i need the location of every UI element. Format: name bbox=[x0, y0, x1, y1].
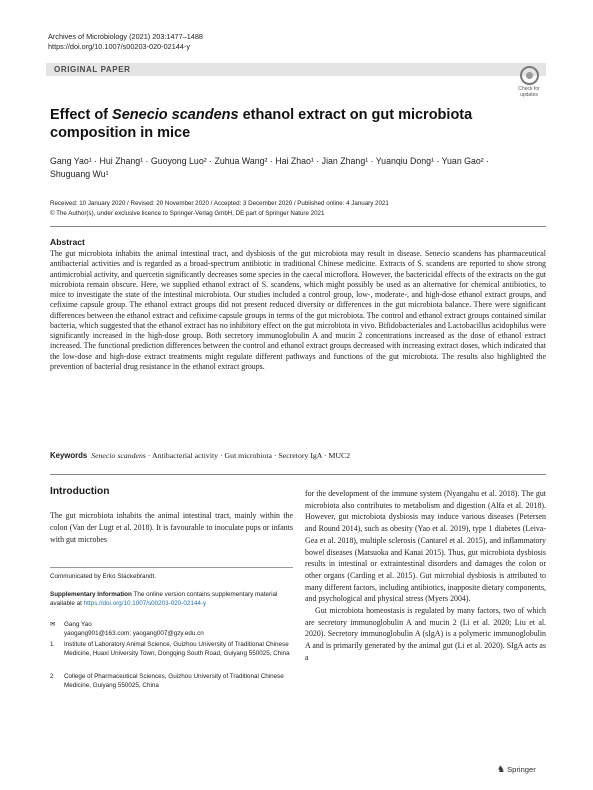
publisher-name: Springer bbox=[507, 765, 536, 774]
aff2-number: 2 bbox=[50, 673, 54, 680]
affiliation-1 bbox=[50, 640, 293, 658]
article-type: ORIGINAL PAPER bbox=[54, 65, 131, 74]
author-list bbox=[50, 155, 530, 181]
copyright: © The Author(s), under exclusive licence to Springer-Verlag GmbH, DE part of Springer Nature 2021 bbox=[50, 209, 325, 217]
article-title bbox=[50, 106, 510, 142]
title-prefix: Effect of bbox=[50, 107, 113, 123]
journal-doi[interactable]: https://doi.org/10.1007/s00203-020-02144-y bbox=[48, 42, 190, 51]
authors-line-2[interactable]: Shuguang Wu¹ bbox=[50, 169, 109, 179]
introduction-col1: The gut microbiota inhabits the animal intestinal tract, mainly within the colon (Van der Lugt et al. 2018). It is favourable to inoculate pups or infants with gut microbes bbox=[50, 511, 293, 544]
supplementary-info bbox=[50, 590, 293, 608]
authors-line-1[interactable]: Gang Yao¹ · Hui Zhang¹ · Guoyong Luo² · Zuhua Wang² · Hai Zhao¹ · Jian Zhang¹ · Yuanqiu Dong¹ · Yuan Gao² · bbox=[50, 156, 490, 166]
update-icon bbox=[520, 66, 539, 85]
keywords-rest[interactable]: · Antibacterial activity · Gut microbiota · Secretory IgA · MUC2 bbox=[145, 451, 351, 460]
aff1-number: 1 bbox=[50, 641, 54, 648]
introduction-col2 bbox=[305, 488, 546, 664]
badge-label: Check for updates bbox=[518, 86, 540, 98]
col2-paragraph-2: Gut microbiota homeostasis is regulated by many factors, two of which are secretory immunoglobulin A and mucin 2 (Li et al. 2020; Liu et al. 2020). Secretory immunoglobulin A (sIgA) is a polymeric immunoglobulin A and is primarily generated by the animal gut (Li et al. 2020). SIgA acts as a bbox=[305, 606, 546, 662]
title-suffix: ethanol extract on gut microbiota composition in mice bbox=[50, 107, 473, 141]
mail-icon: ✉ bbox=[50, 621, 56, 628]
col2-paragraph-1: for the development of the immune system (Nyangahu et al. 2018). The gut microbiota also contributes to metabolism and digestion (Alfa et al. 2018). However, gut microbiota dysbiosis may induce various diseases (Petersen and Round 2014), such as obesity (Yao et al. 2019), type 1 diabetes (Leiva-Gea et al. 2018), multiple sclerosis (Cantarel et al. 2015), and inflammatory bowel diseases (Matsuoka and Kanai 2015). Thus, gut microbiota dysbiosis results in intestinal or extraintestinal disorders and damages the colon or other organs (Carding et al. 2015). Gut microbial dysbiosis is attributed to many different factors, including antibiotics, inapposite dietary components, and psychological and physical stress (Myers 2004). bbox=[305, 489, 546, 604]
article-dates bbox=[50, 199, 550, 218]
article-type-bar bbox=[46, 63, 546, 76]
supp-link[interactable]: https://doi.org/10.1007/s00203-020-02144-y bbox=[83, 600, 207, 607]
corr-name: Gang Yao bbox=[64, 621, 92, 628]
journal-citation: Archives of Microbiology (2021) 203:1477–1488 bbox=[48, 32, 203, 41]
keywords bbox=[50, 451, 546, 461]
keyword-first[interactable]: Senecio scandens bbox=[91, 451, 146, 460]
supp-text: The online version contains supplementary material available at bbox=[50, 591, 278, 607]
title-species: Senecio scandens bbox=[112, 107, 239, 123]
publisher-logo bbox=[497, 764, 536, 775]
journal-header bbox=[48, 32, 203, 52]
corresponding-author bbox=[50, 620, 293, 638]
history-dates: Received: 10 January 2020 / Revised: 20 November 2020 / Accepted: 3 December 2020 / Published online: 4 January 2021 bbox=[50, 200, 389, 207]
aff2-text: College of Pharmaceutical Sciences, Guizhou University of Traditional Chinese Medicine, Guiyang 550025, China bbox=[64, 673, 284, 689]
supp-label: Supplementary Information bbox=[50, 591, 132, 598]
corr-email[interactable]: yaogang901@163.com; yaogang007@gzy.edu.cn bbox=[64, 630, 204, 637]
abstract-text: The gut microbiota inhabits the animal intestinal tract, and dysbiosis of the gut microbiota may result in disease. Senecio scandens has pharmaceutical antibacterial activities and is regarded as a broad-spectrum antibiotic in traditional Chinese medicine. Extracts of S. scandens are reported to show strong antimicrobial activity, and quercetin significantly decreases some species in the caecal microflora. However, the bactericidal effects of the extracts on the gut microbiota remain obscure. Here, we supplied ethanol extract of S. scandens, which might possibly be used as an alternative for chemical antibiotics, to mice to investigate the state of the intestinal microbiota. Our studies included a control group, low-, moderate-, and high-dose ethanol extract groups, and cefixime capsule group. The ethanol extract groups did not present reduced diversity or differences in the gut microbiota balance. There were significant differences between the ethanol extract and cefixime capsule groups in terms of the gut microbiota. The control and ethanol extract groups contained similar bacteria, which suggested that the ethanol extract has no inhibitory effect on the gut microbiota in vivo. Bifidobacteriales and Lactobacillus acidophilus were significantly increased in the high-dose group. Both secretory immunoglobulin A and mucin 2 concentrations increased as the dose of ethanol extract increased. The functional prediction differences between the control and ethanol extract groups decreased with increasing extract doses, which indicated that the low-dose and high-dose extract treatments might regulate different pathways and functions of the gut microbiota. The results also highlighted the prevention of bacterial drug resistance in the ethanol extract groups. bbox=[50, 249, 546, 371]
divider bbox=[50, 474, 546, 475]
springer-horse-icon: ♞ bbox=[497, 764, 506, 774]
divider bbox=[50, 226, 546, 227]
aff1-text: Institute of Laboratory Animal Science, Guizhou University of Traditional Chinese Medicine, Huaxi University Town, Dongqing South Road, Guiyang 550025, China bbox=[64, 641, 290, 657]
affiliation-2 bbox=[50, 672, 293, 690]
abstract-heading: Abstract bbox=[50, 237, 85, 247]
communicated-by: Communicated by Erko Stackebrandt. bbox=[50, 573, 157, 580]
keywords-label: Keywords bbox=[50, 451, 88, 460]
footnote-divider bbox=[50, 567, 293, 568]
introduction-heading: Introduction bbox=[50, 486, 110, 497]
check-for-updates-badge[interactable] bbox=[511, 66, 547, 100]
